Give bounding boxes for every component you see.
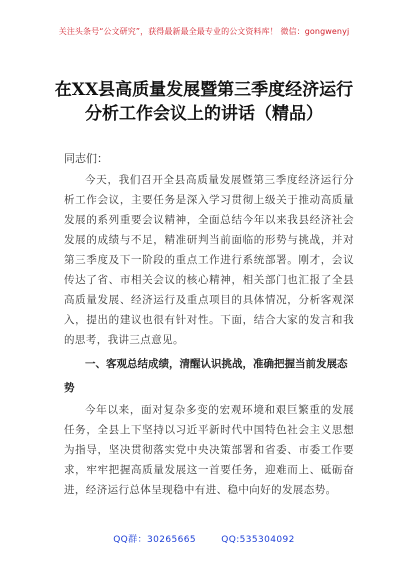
watermark-banner: 关注头条号“公文研究”，获得最新最全最专业的公文资料库！ 微信：gongwenyj — [58, 27, 350, 36]
qq-text: QQ:535304092 — [221, 535, 295, 545]
document-title — [36, 78, 372, 126]
greeting: 同志们： — [64, 152, 108, 165]
paragraph-section-1: 今年以来，面对复杂多变的宏观环境和艰巨繁重的发展任务，全县上下坚持以习近平新时代中国特色社会主义思想为指导，坚决贯彻落实党中央决策部署和省委、市委工作要求，牢牢把握高质量发展这一首要任务，迎难而上、砥砺奋进，经济运行总体呈现稳中有进、稳中向好的发展态势。 — [64, 404, 354, 496]
title-line-1: 在XX县高质量发展暨第三季度经济运行 — [54, 80, 354, 100]
document-body — [64, 170, 354, 500]
paragraph-intro: 今天，我们召开全县高质量发展暨第三季度经济运行分析工作会议，主要任务是深入学习贯彻上级关于推动高质量发展的系列重要会议精神，全面总结今年以来我县经济社会发展的成绩与不足，精准研判当前面临的形势与挑战，并对第三季度及下一阶段的重点工作进行系统部署。刚才，会议传达了省、市相关会议的核心精神，相关部门也汇报了全县高质量发展、经济运行及重点项目的具体情况，分析客观深入，提出的建议也很有针对性。下面，结合大家的发言和我的思考，我讲三点意见。 — [64, 174, 354, 346]
qq-group-text: QQ群：30265665 — [113, 535, 196, 545]
section-heading-1: 一、客观总结成绩，清醒认识挑战，准确把握当前发展态势 — [64, 358, 348, 394]
contact-footer — [0, 532, 408, 545]
title-line-2: 分析工作会议上的讲话（精品） — [85, 104, 323, 124]
